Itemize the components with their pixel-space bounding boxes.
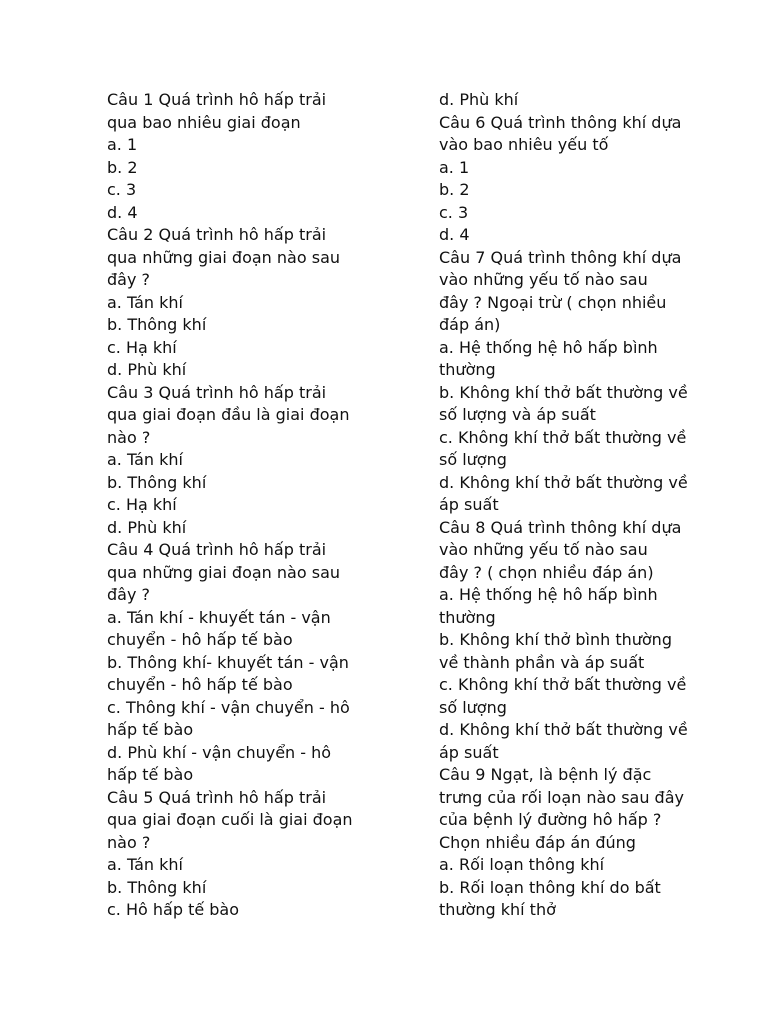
text-line: Chọn nhiều đáp án đúng (439, 832, 636, 852)
text-line: Câu 2 Quá trình hô hấp trải (107, 225, 327, 244)
text-line: d. Phù khí - vận chuyển - hô (107, 742, 332, 762)
text-line: d. Phù khí (439, 90, 519, 109)
text-line: áp suất (439, 742, 499, 762)
text-line: a. Rối loạn thông khí (439, 855, 605, 874)
text-line: c. Không khí thở bất thường về (439, 675, 687, 694)
text-line: thường khí thở (439, 900, 556, 919)
text-line: b. Rối loạn thông khí do bất (439, 877, 661, 897)
text-line: c. Không khí thở bất thường về (439, 427, 687, 447)
text-line: Câu 3 Quá trình hô hấp trải (107, 382, 327, 402)
text-line: Câu 6 Quá trình thông khí dựa (439, 112, 682, 132)
text-line: qua giai đoạn đầu là giai đoạn (107, 405, 350, 424)
left-column (107, 89, 407, 922)
text-line: nào ? (107, 427, 151, 447)
text-line: b. 2 (107, 157, 138, 177)
right-column (439, 89, 739, 922)
text-line: số lượng (439, 450, 507, 469)
text-line: a. Tán khí (107, 292, 183, 312)
text-line: b. 2 (439, 180, 470, 199)
text-line: qua những giai đoạn nào sau (107, 247, 341, 267)
text-line: c. Hô hấp tế bào (107, 900, 240, 919)
text-line: đáp án) (439, 315, 501, 334)
text-line: c. Hạ khí (107, 495, 177, 514)
text-line: a. 1 (439, 157, 470, 177)
text-line: đây ? ( chọn nhiều đáp án) (439, 562, 654, 582)
text-line: chuyển - hô hấp tế bào (107, 630, 293, 649)
text-line: của bệnh lý đường hô hấp ? (439, 810, 662, 829)
text-line: d. Phù khí (107, 360, 187, 379)
text-line: đây ? (107, 270, 151, 289)
text-line: Câu 5 Quá trình hô hấp trải (107, 787, 327, 807)
text-line: a. Tán khí (107, 855, 183, 874)
text-line: vào bao nhiêu yếu tố (439, 135, 609, 154)
text-line: trưng của rối loạn nào sau đây (439, 787, 684, 807)
text-line: a. Tán khí (107, 450, 183, 469)
text-line: chuyển - hô hấp tế bào (107, 675, 293, 694)
text-line: b. Thông khí (107, 472, 207, 492)
text-line: d. 4 (439, 225, 470, 244)
text-line: d. Phù khí (107, 517, 187, 537)
text-line: thường (439, 607, 496, 627)
text-line: b. Thông khí (107, 315, 207, 334)
text-line: a. Hệ thống hệ hô hấp bình (439, 585, 658, 604)
text-line: d. 4 (107, 202, 138, 222)
text-line: thường (439, 360, 496, 379)
text-line: b. Thông khí (107, 877, 207, 897)
text-line: Câu 7 Quá trình thông khí dựa (439, 247, 682, 267)
text-line: Câu 4 Quá trình hô hấp trải (107, 540, 327, 559)
text-line: b. Không khí thở bất thường về (439, 382, 688, 402)
text-line: d. Không khí thở bất thường về (439, 472, 688, 492)
text-line: a. 1 (107, 135, 138, 154)
text-line: Câu 1 Quá trình hô hấp trải (107, 90, 327, 109)
text-line: đây ? Ngoại trừ ( chọn nhiều (439, 292, 667, 312)
text-line: nào ? (107, 832, 151, 852)
text-line: qua những giai đoạn nào sau (107, 562, 341, 582)
text-line: vào những yếu tố nào sau (439, 540, 648, 559)
text-line: số lượng và áp suất (439, 405, 596, 424)
text-line: Câu 8 Quá trình thông khí dựa (439, 517, 682, 537)
text-line: d. Không khí thở bất thường về (439, 720, 688, 739)
text-line: a. Tán khí - khuyết tán - vận (107, 607, 331, 627)
text-line: đây ? (107, 585, 151, 604)
text-line: Câu 9 Ngạt, là bệnh lý đặc (439, 765, 652, 784)
text-line: b. Không khí thở bình thường (439, 630, 672, 649)
text-line: b. Thông khí- khuyết tán - vận (107, 652, 349, 672)
text-line: c. 3 (107, 180, 137, 199)
text-line: về thành phần và áp suất (439, 652, 645, 672)
text-line: c. Hạ khí (107, 337, 177, 357)
text-line: qua giai đoạn cuối là giai đoạn (107, 810, 353, 829)
text-line: c. Thông khí - vận chuyển - hô (107, 697, 350, 717)
text-line: a. Hệ thống hệ hô hấp bình (439, 337, 658, 357)
text-line: qua bao nhiêu giai đoạn (107, 112, 301, 132)
text-line: hấp tế bào (107, 720, 194, 739)
text-line: hấp tế bào (107, 765, 194, 784)
text-line: áp suất (439, 495, 499, 514)
text-line: vào những yếu tố nào sau (439, 270, 648, 289)
text-line: số lượng (439, 697, 507, 717)
text-line: c. 3 (439, 202, 469, 222)
